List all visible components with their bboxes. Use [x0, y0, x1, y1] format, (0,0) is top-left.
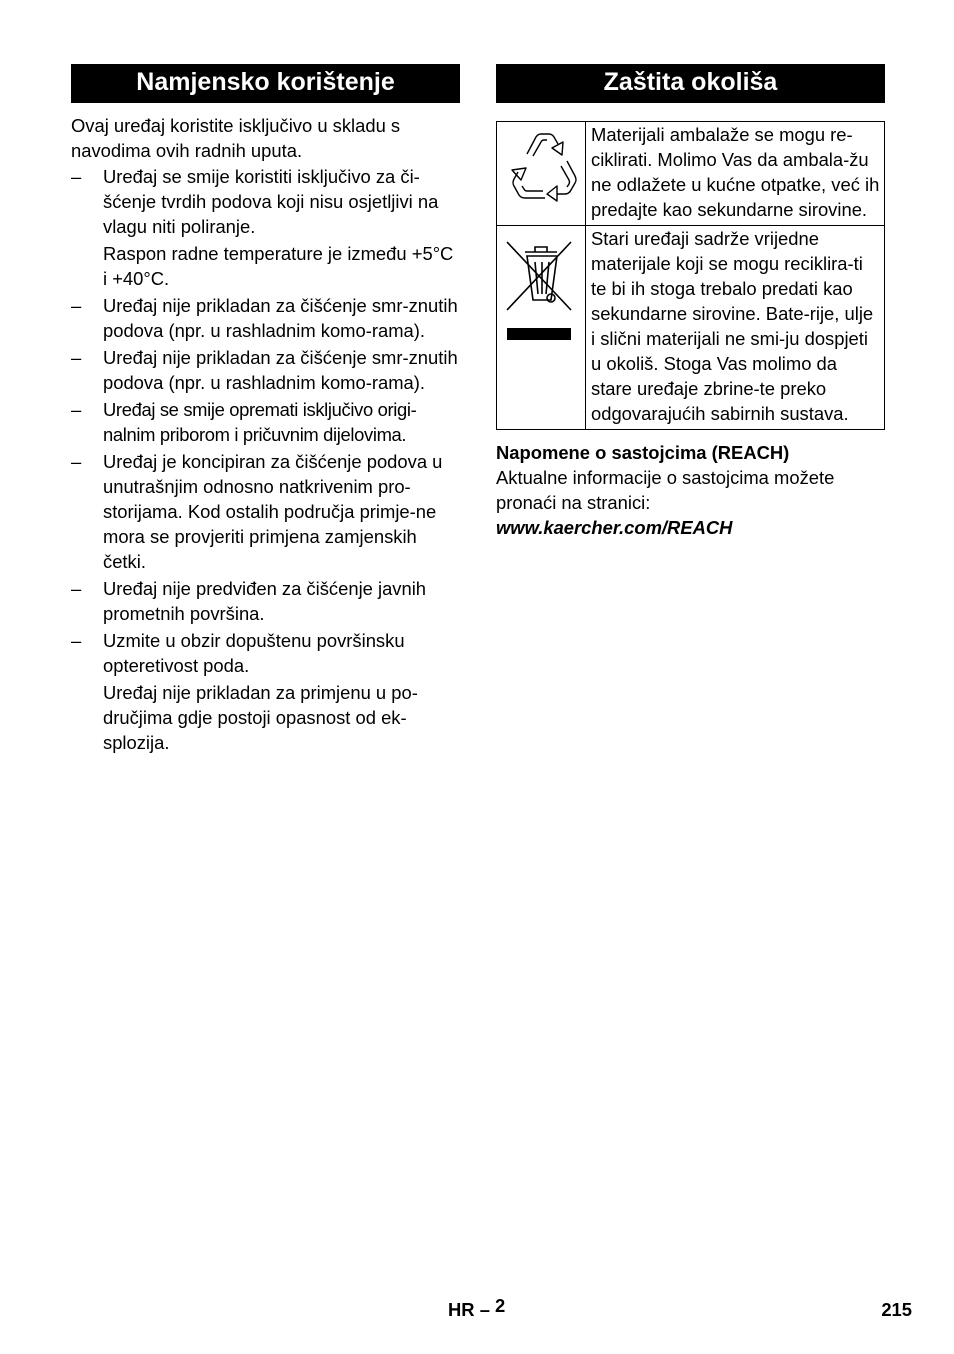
recycle-icon — [505, 128, 579, 204]
intended-use-list-2 — [71, 293, 460, 678]
recycle-text-cell: Materijali ambalaže se mogu re-ciklirati. Molimo Vas da ambala-žu ne odlažete u kućne otpatke, već ih predajte kao sekundarne sirovine. — [586, 122, 885, 226]
table-row — [497, 122, 885, 226]
dash-bullet: – — [71, 578, 82, 599]
list-item-text: Uzmite u obzir dopuštenu površinsku opteretivost poda. — [103, 630, 405, 676]
list-item-text: Uređaj nije prikladan za čišćenje smr-znutih podova (npr. u rashladnim komo-rama). — [103, 295, 458, 341]
list-item — [71, 576, 460, 626]
left-column — [71, 64, 460, 757]
list-item — [71, 345, 460, 395]
list-item-text: Uređaj je koncipiran za čišćenje podova u unutrašnjim odnosno natkrivenim pro-storijama. Kod ostalih područja primje-ne mora se provjeriti primjena zamjenskih četki. — [103, 451, 443, 572]
dash-bullet: – — [71, 295, 82, 316]
list-item-text: Uređaj se smije koristiti isključivo za či-šćenje tvrdih podova koji nisu osjetljivi na vlagu niti poliranje. — [103, 166, 439, 237]
section-page-number: 2 — [495, 1295, 506, 1316]
environment-table — [496, 121, 885, 430]
disposal-text-cell: Stari uređaji sadrže vrijedne materijale koji se mogu reciklira-ti te bi ih stoga trebalo predati kao sekundarne sirovine. Bate-rije, ulje i slični materijali ne smi-ju dospjeti u okoliš. Stoga Vas molimo da stare uređaje zbrine-te preko odgovarajućih sabirnih sustava. — [586, 226, 885, 430]
dash-bullet: – — [71, 347, 82, 368]
list-item — [71, 293, 460, 343]
table-row — [497, 226, 885, 430]
continuation-paragraph: Uređaj nije prikladan za primjenu u po-dručjima gdje postoji opasnost od ek-splozija. — [103, 682, 418, 753]
right-column — [496, 64, 885, 540]
footer-separator: – — [479, 1299, 490, 1320]
dash-bullet: – — [71, 166, 82, 187]
list-item-text: Uređaj nije predviđen za čišćenje javnih prometnih površina. — [103, 578, 427, 624]
reach-text: Aktualne informacije o sastojcima možete pronaći na stranici: — [496, 467, 835, 513]
continuation-paragraph: Raspon radne temperature je između +5°C i +40°C. — [103, 243, 454, 289]
icon-cell — [497, 122, 586, 226]
icon-cell — [497, 226, 586, 430]
list-item — [71, 628, 460, 678]
crossed-bin-icon — [505, 234, 577, 344]
list-item-text: Uređaj nije prikladan za čišćenje smr-znutih podova (npr. u rashladnim komo-rama). — [103, 347, 458, 393]
footer-language-code — [448, 1297, 505, 1322]
intended-use-list — [71, 164, 460, 239]
dash-bullet: – — [71, 630, 82, 651]
list-item — [71, 449, 460, 574]
language-code: HR — [448, 1299, 475, 1320]
reach-heading: Napomene o sastojcima (REACH) — [496, 442, 790, 463]
section-title-environment: Zaštita okoliša — [496, 64, 885, 103]
list-item-text: Uređaj se smije opremati isključivo origi-nalnim priborom i pričuvnim dijelovima. — [103, 399, 417, 445]
dash-bullet: – — [71, 451, 82, 472]
page-number: 215 — [881, 1299, 912, 1320]
reach-link[interactable]: www.kaercher.com/REACH — [496, 517, 733, 538]
list-item — [71, 397, 460, 447]
intro-paragraph: Ovaj uređaj koristite isključivo u skladu s navodima ovih radnih uputa. — [71, 115, 401, 161]
dash-bullet: – — [71, 399, 81, 420]
section-title-intended-use: Namjensko korištenje — [71, 64, 460, 103]
list-item — [71, 164, 460, 239]
